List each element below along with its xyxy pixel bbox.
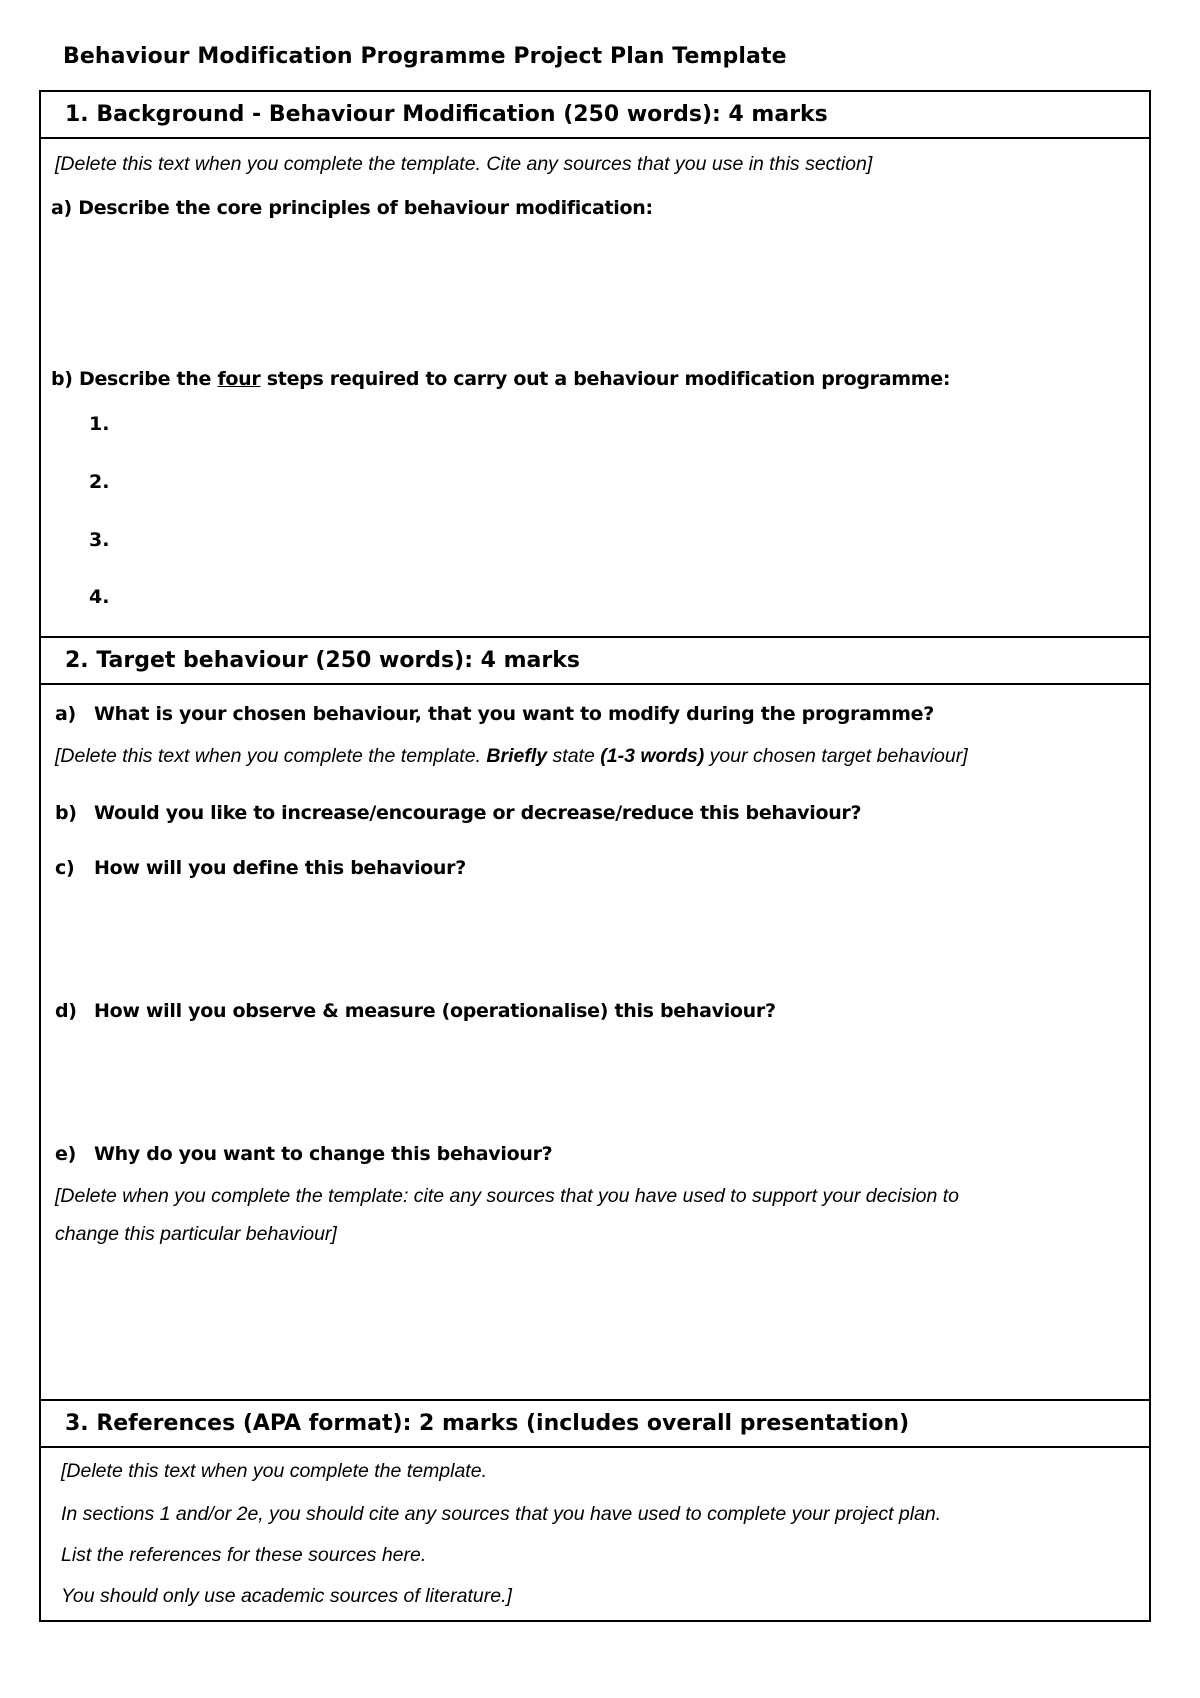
question-c-text: How will you define this behaviour? [94,857,466,879]
question-b-suffix: steps required to carry out a behaviour modification programme: [260,368,951,390]
a-note-briefly: Briefly [486,745,548,767]
section-2-heading [39,636,1151,685]
section-3-heading [39,1399,1151,1448]
question-e-label: e) [55,1143,76,1165]
references-note-line: List the references for these sources here. [61,1544,427,1566]
section-2-heading-text: 2. Target behaviour (250 words): 4 marks [65,648,580,673]
question-d-label: d) [55,1000,77,1022]
a-note-word-count: (1-3 words) [600,745,705,767]
section-2-body[interactable] [39,683,1151,1401]
step-item: 1. [89,413,110,435]
question-c-label: c) [55,857,75,879]
section-3-heading-text: 3. References (APA format): 2 marks (includes overall presentation) [65,1411,910,1436]
question-b-label: b) [55,802,77,824]
question-e-note-line2: change this particular behaviour] [55,1223,337,1245]
section-3-body[interactable] [39,1446,1151,1622]
a-note-part1: [Delete this text when you complete the template. [55,745,487,767]
step-item: 2. [89,471,110,493]
references-note-line: You should only use academic sources of literature.] [61,1585,512,1607]
section-1-note: [Delete this text when you complete the template. Cite any sources that you use in this section] [55,153,873,175]
question-a-text: What is your chosen behaviour, that you want to modify during the programme? [94,703,934,725]
a-note-part3: state [547,745,601,767]
references-note-line: In sections 1 and/or 2e, you should cite any sources that you have used to complete your project plan. [61,1503,942,1525]
section-1-heading-text: 1. Background - Behaviour Modification (250 words): 4 marks [65,102,828,127]
section-1-body[interactable] [39,137,1151,638]
a-note-part5: your chosen target behaviour] [704,745,968,767]
step-item: 4. [89,586,110,608]
question-e-note-line1: [Delete when you complete the template: cite any sources that you have used to support your decision to [55,1185,960,1207]
question-a-label: a) [55,703,76,725]
question-b-text: Would you like to increase/encourage or decrease/reduce this behaviour? [94,802,862,824]
section-1-question-b [51,368,950,390]
section-1-question-a: a) Describe the core principles of behaviour modification: [51,197,653,219]
step-item: 3. [89,529,110,551]
question-a-note [55,745,968,768]
question-d-text: How will you observe & measure (operationalise) this behaviour? [94,1000,776,1022]
document-title: Behaviour Modification Programme Project Plan Template [63,44,787,69]
section-1-heading [39,90,1151,139]
question-b-emphasis: four [217,368,261,390]
references-note-line: [Delete this text when you complete the template. [61,1460,487,1482]
question-b-prefix: b) Describe the [51,368,218,390]
question-e-text: Why do you want to change this behaviour? [94,1143,553,1165]
